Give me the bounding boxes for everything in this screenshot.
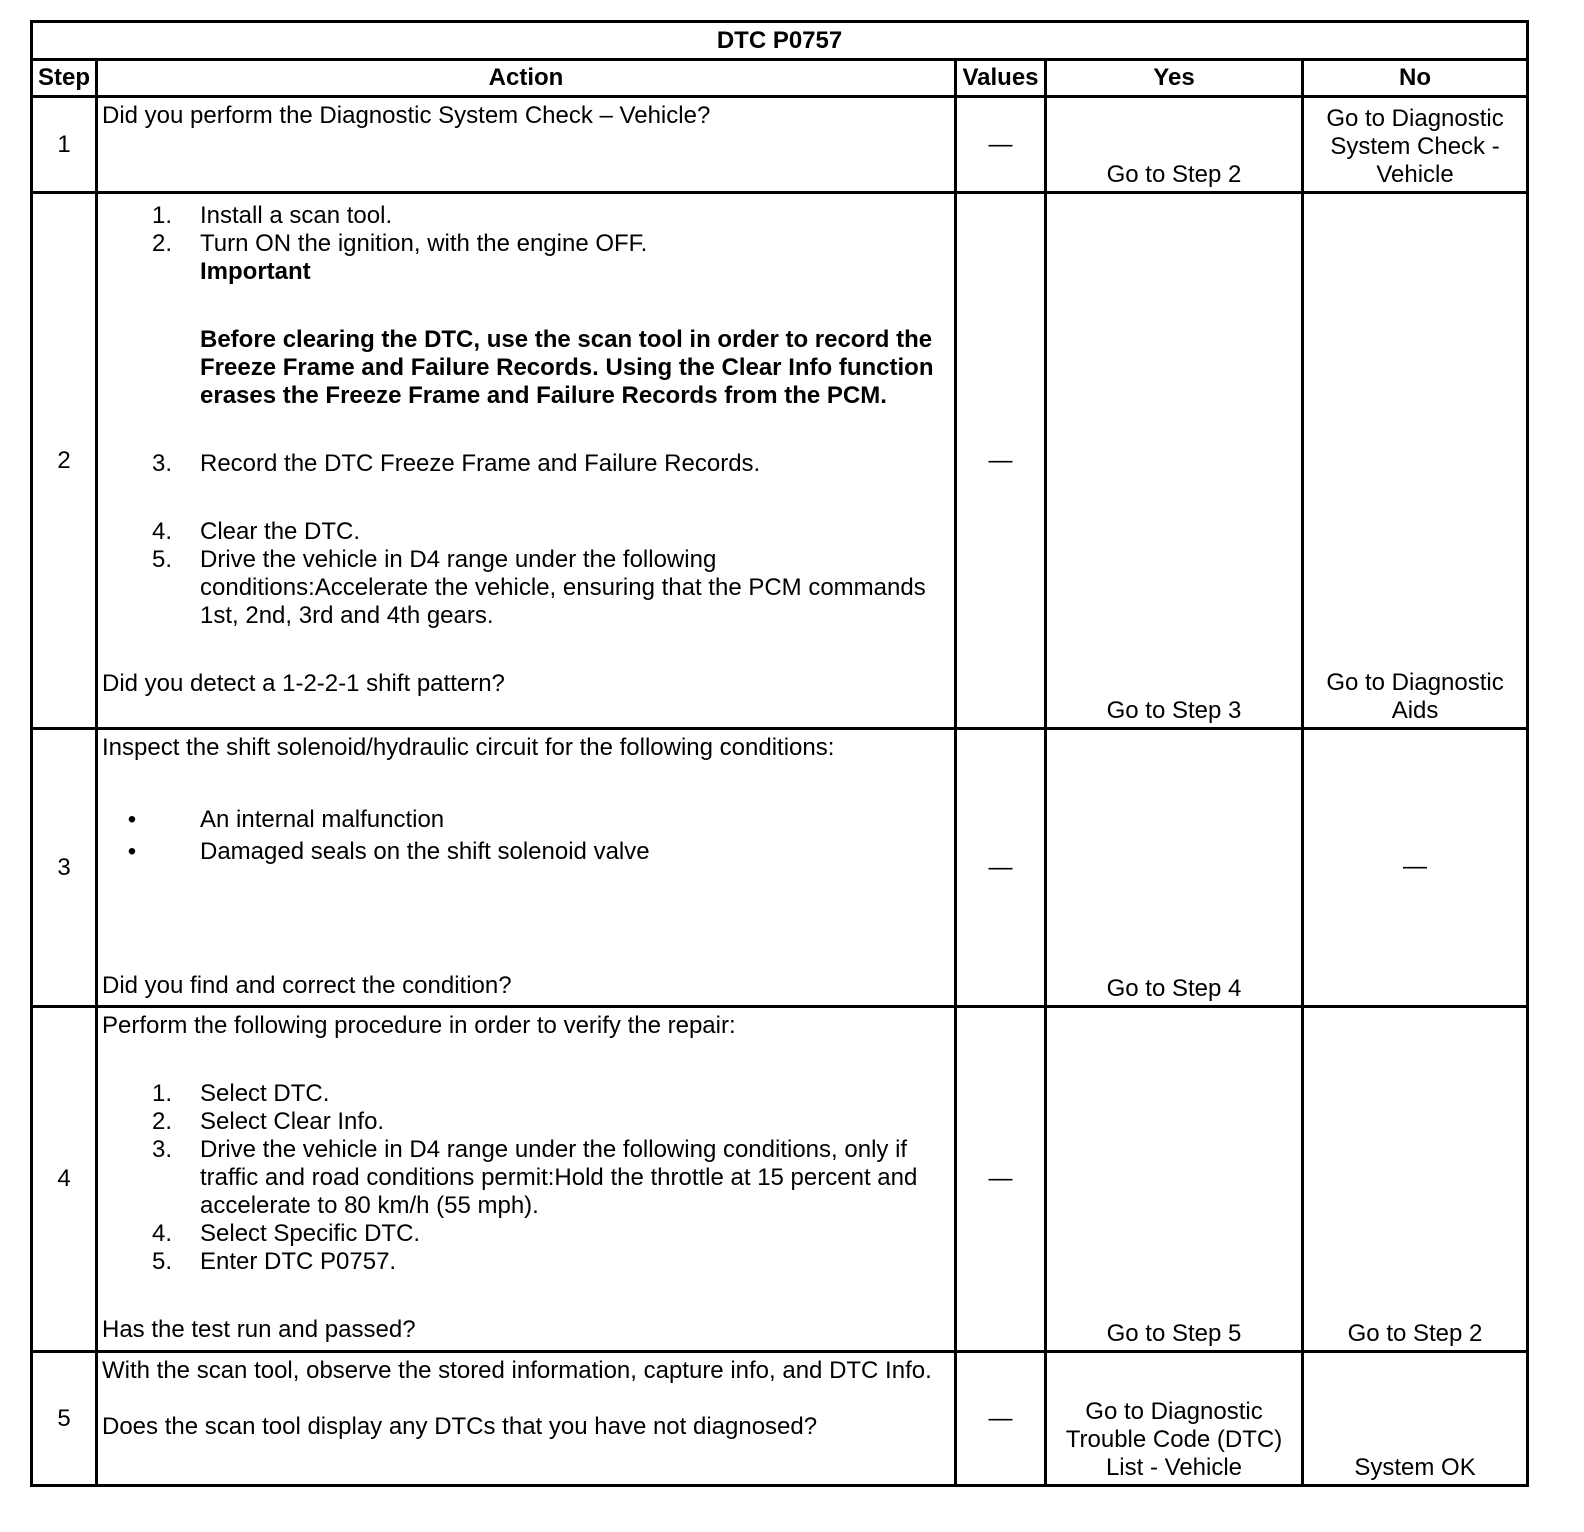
list-item: 1. Install a scan tool. [151,202,393,229]
action-cell [97,193,956,729]
bullet-item: • Damaged seals on the shift solenoid valve [127,838,650,865]
table-row-step-4 [32,1007,1528,1352]
list-item: 2. Select Clear Info. [151,1108,385,1135]
list-item: 3. Drive the vehicle in D4 range under the following conditions, only if traffic and road conditions permit:Hold the throttle at 15 percent and accelerate to 80 km/h (55 mph). [151,1136,918,1219]
action-question: Did you perform the Diagnostic System Check – Vehicle? [102,102,711,129]
yes-cell: Go to Step 3 [1046,193,1303,729]
header-no: No [1303,60,1528,97]
list-item: 3. Record the DTC Freeze Frame and Failure Records. [151,450,761,477]
action-question: Did you find and correct the condition? [102,972,512,999]
action-intro: Inspect the shift solenoid/hydraulic circuit for the following conditions: [102,734,835,761]
action-cell [97,97,956,193]
step-number: 2 [32,193,97,729]
no-cell: Go to Diagnostic Aids [1303,193,1528,729]
action-cell [97,1007,956,1352]
yes-cell: Go to Step 2 [1046,97,1303,193]
yes-cell: Go to Diagnostic Trouble Code (DTC) List - Vehicle [1046,1352,1303,1486]
list-item: 4. Select Specific DTC. [151,1220,421,1247]
no-cell: System OK [1303,1352,1528,1486]
list-item: 5. Enter DTC P0757. [151,1248,397,1275]
step-number: 1 [32,97,97,193]
list-item: 2. Turn ON the ignition, with the engine OFF. [151,230,648,257]
step-number: 4 [32,1007,97,1352]
no-cell: — [1303,729,1528,1007]
values-cell: — [956,193,1046,729]
yes-cell: Go to Step 4 [1046,729,1303,1007]
yes-cell: Go to Step 5 [1046,1007,1303,1352]
action-cell [97,729,956,1007]
table-row-step-2 [32,193,1528,729]
list-item: 1. Select DTC. [151,1080,330,1107]
action-cell [97,1352,956,1486]
header-row [32,60,1528,97]
no-cell: Go to Diagnostic System Check - Vehicle [1303,97,1528,193]
values-cell: — [956,729,1046,1007]
table-row-step-5 [32,1352,1528,1486]
action-intro: With the scan tool, observe the stored information, capture info, and DTC Info. [102,1357,932,1384]
no-cell: Go to Step 2 [1303,1007,1528,1352]
important-label: Important [200,258,311,285]
list-item: 5. Drive the vehicle in D4 range under the following conditions:Accelerate the vehicle, ensuring that the PCM commands 1st, 2nd, 3rd and 4th gears. [151,546,926,629]
step-number: 5 [32,1352,97,1486]
diagnostic-table [30,20,1529,1487]
action-question: Did you detect a 1-2-2-1 shift pattern? [102,670,505,697]
header-yes: Yes [1046,60,1303,97]
values-cell: — [956,97,1046,193]
list-item: 4. Clear the DTC. [151,518,361,545]
action-intro: Perform the following procedure in order to verify the repair: [102,1012,736,1039]
values-cell: — [956,1007,1046,1352]
action-question: Has the test run and passed? [102,1316,416,1343]
step-number: 3 [32,729,97,1007]
important-note: Before clearing the DTC, use the scan tool in order to record the Freeze Frame and Failure Records. Using the Clear Info function erases the Freeze Frame and Failure Records from the PCM. [200,326,934,409]
header-action: Action [97,60,956,97]
table-row-step-1 [32,97,1528,193]
header-step: Step [32,60,97,97]
header-values: Values [956,60,1046,97]
title-row [32,22,1528,60]
action-question: Does the scan tool display any DTCs that you have not diagnosed? [102,1413,818,1440]
table-row-step-3 [32,729,1528,1007]
table-title: DTC P0757 [32,22,1528,60]
bullet-item: • An internal malfunction [127,806,445,833]
values-cell: — [956,1352,1046,1486]
